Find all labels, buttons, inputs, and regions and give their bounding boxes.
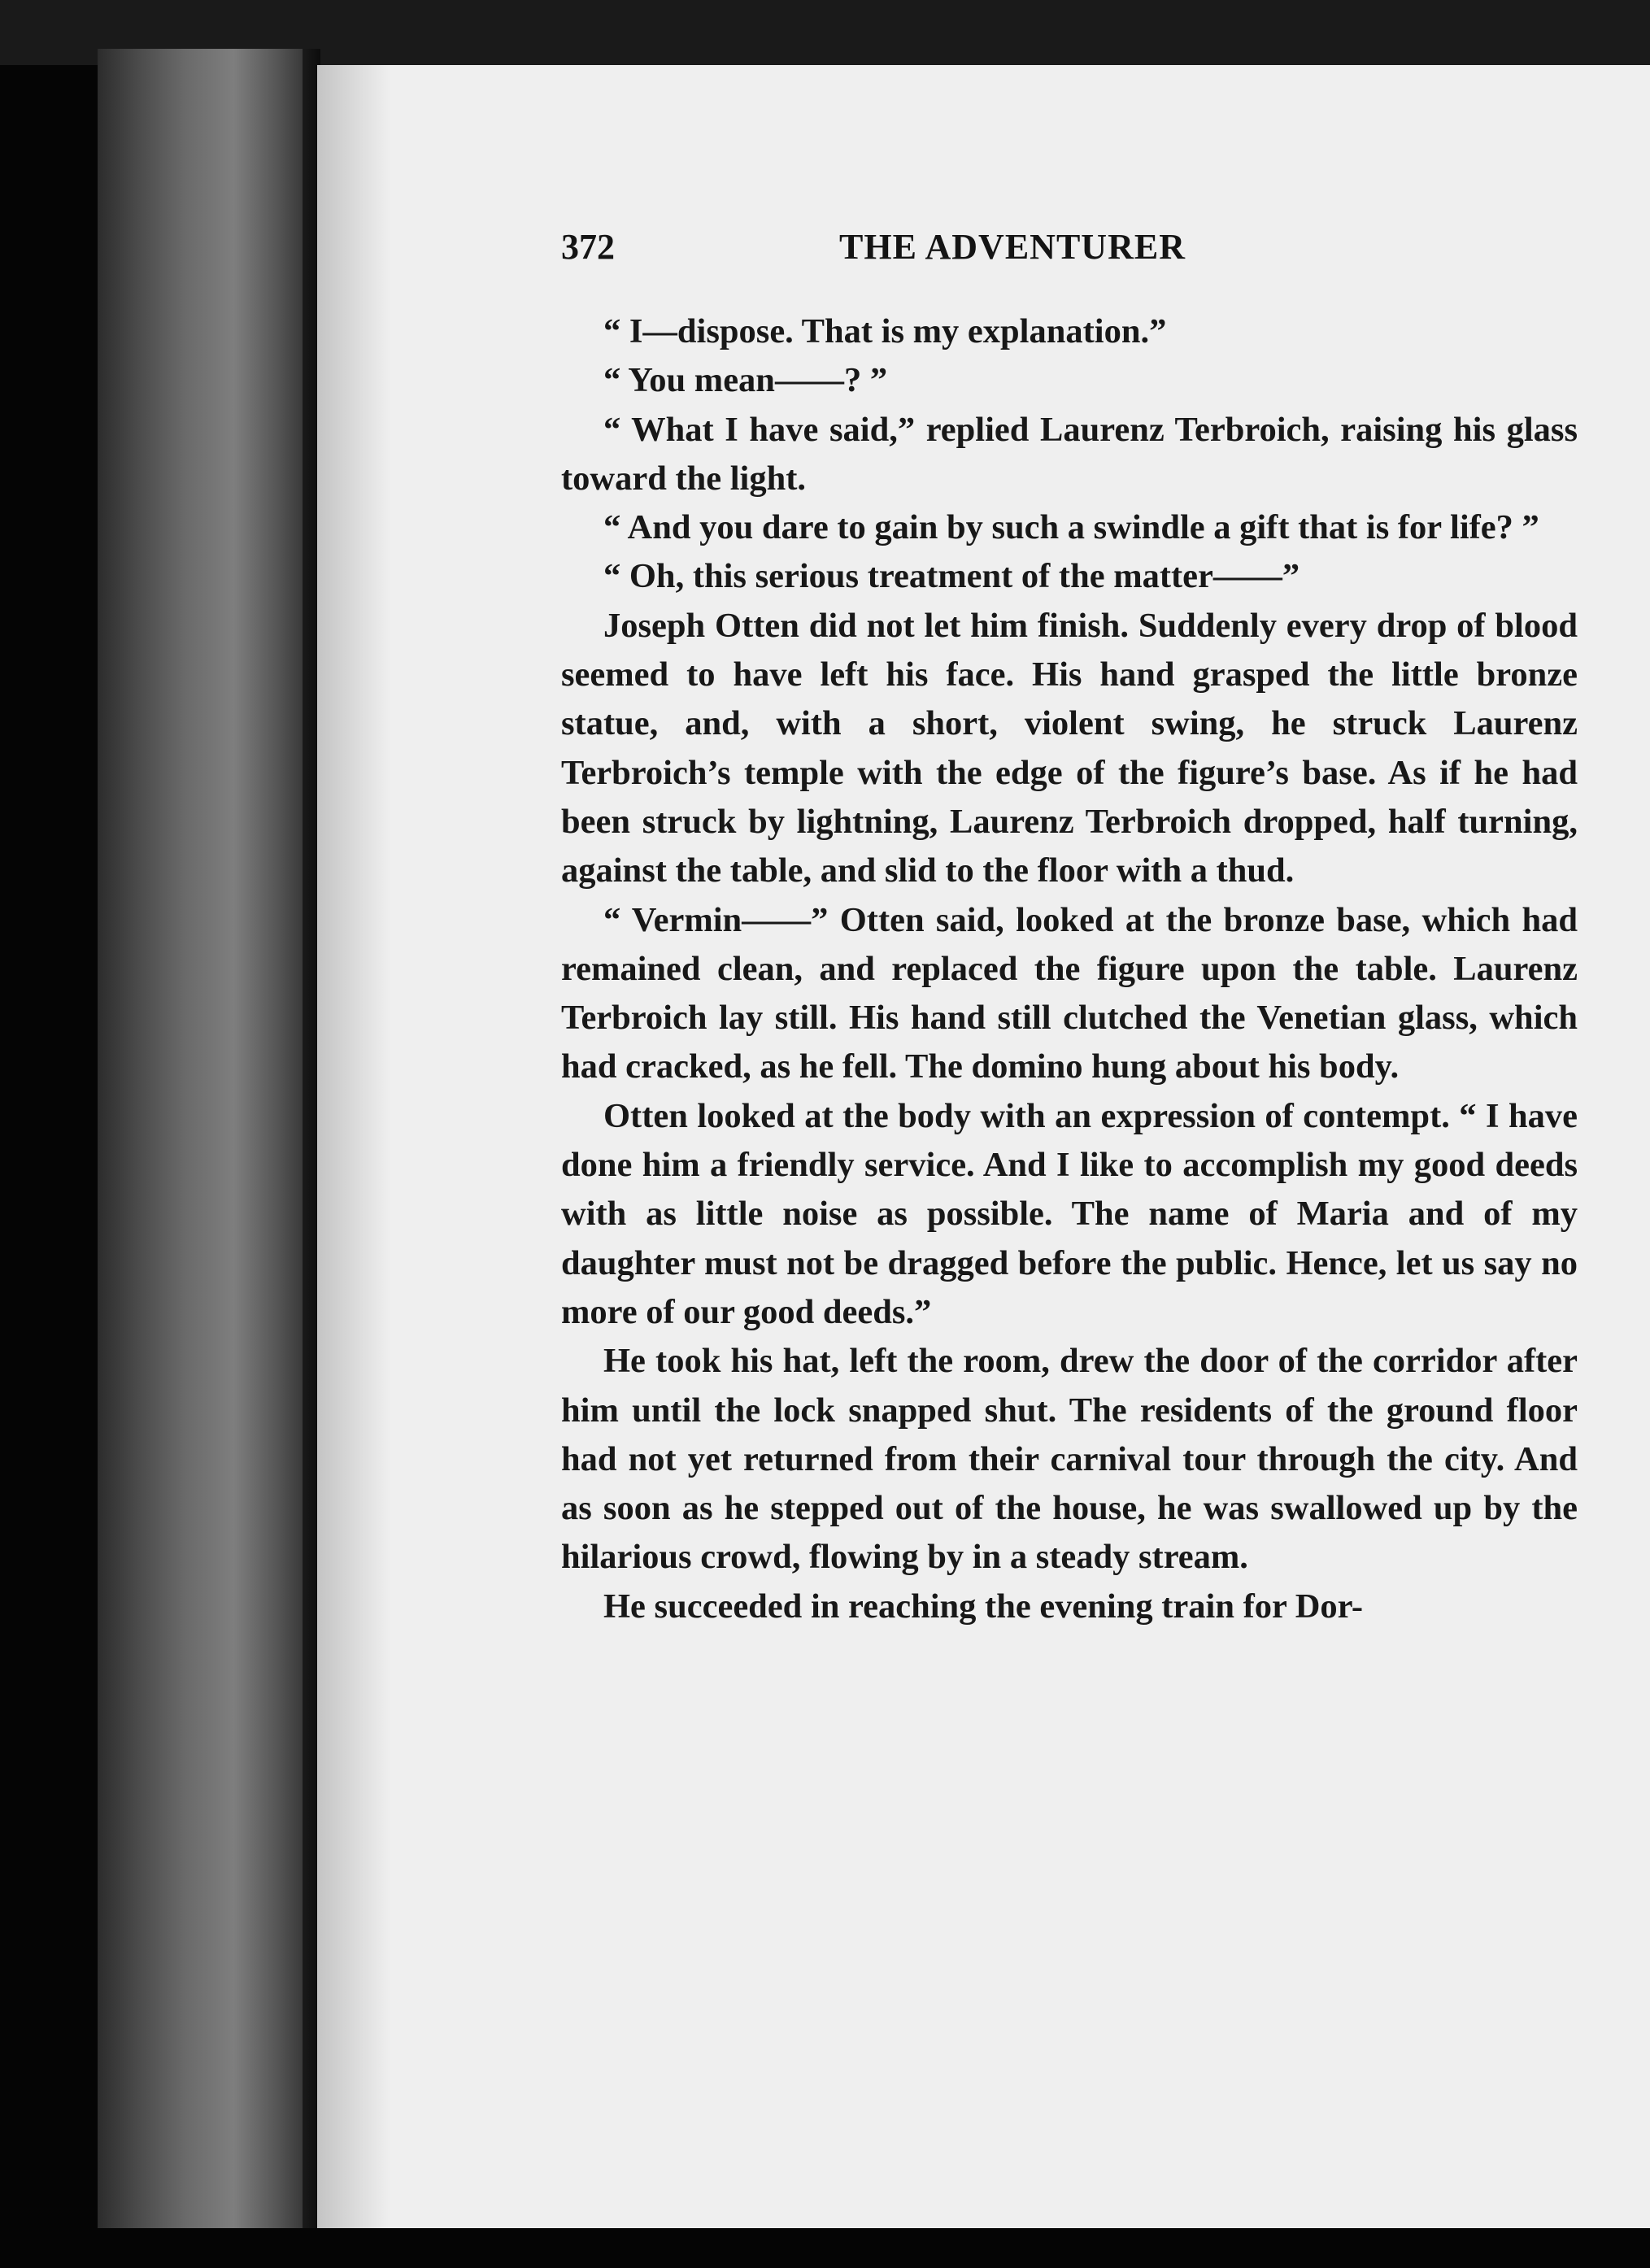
paragraph-2: “ You mean——? ” — [603, 361, 888, 400]
body-text — [561, 307, 1578, 1631]
paragraph-4: “ And you dare to gain by such a swindle a gift that is for life? ” — [603, 508, 1539, 547]
paragraph-8: Otten looked at the body with an expression of contempt. “ I have done him a friendly service. And I like to accomplish my good deeds with as little noise as possible. The name of Maria and of my daughter must not be dragged before the public. Hence, let us say no more of our good deeds.” — [561, 1096, 1578, 1331]
paragraph-5: “ Oh, this serious treatment of the matter——” — [603, 557, 1300, 596]
paragraph-10: He succeeded in reaching the evening train for Dor- — [603, 1587, 1364, 1626]
gutter-shadow — [317, 65, 390, 2228]
paragraph-1: “ I—dispose. That is my explanation.” — [603, 312, 1167, 350]
running-title: THE ADVENTURER — [839, 227, 1186, 267]
paragraph-3: “ What I have said,” replied Laurenz Terbroich, raising his glass toward the light. — [561, 410, 1578, 498]
running-head — [561, 226, 1650, 275]
paragraph-6: Joseph Otten did not let him finish. Suddenly every drop of blood seemed to have left his face. His hand grasped the little bronze statue, and, with a short, violent swing, he struck Laurenz Terbroich’s temple with the edge of the figure’s base. As if he had been struck by lightning, Laurenz Terbroich dropped, half turning, against the table, and slid to the floor with a thud. — [561, 606, 1578, 890]
page-number: 372 — [561, 227, 615, 267]
book-spine — [98, 49, 317, 2228]
paragraph-7: “ Vermin——” Otten said, looked at the bronze base, which had remained clean, and replaced the figure upon the table. Laurenz Terbroich lay still. His hand still clutched the Venetian glass, which had cracked, as he fell. The domino hung about his body. — [561, 900, 1578, 1086]
paragraph-9: He took his hat, left the room, drew the door of the corridor after him until the lock snapped shut. The residents of the ground floor had not yet returned from their carnival tour through the city. And as soon as he stepped out of the house, he was swallowed up by the hilarious crowd, flowing by in a steady stream. — [561, 1342, 1578, 1577]
